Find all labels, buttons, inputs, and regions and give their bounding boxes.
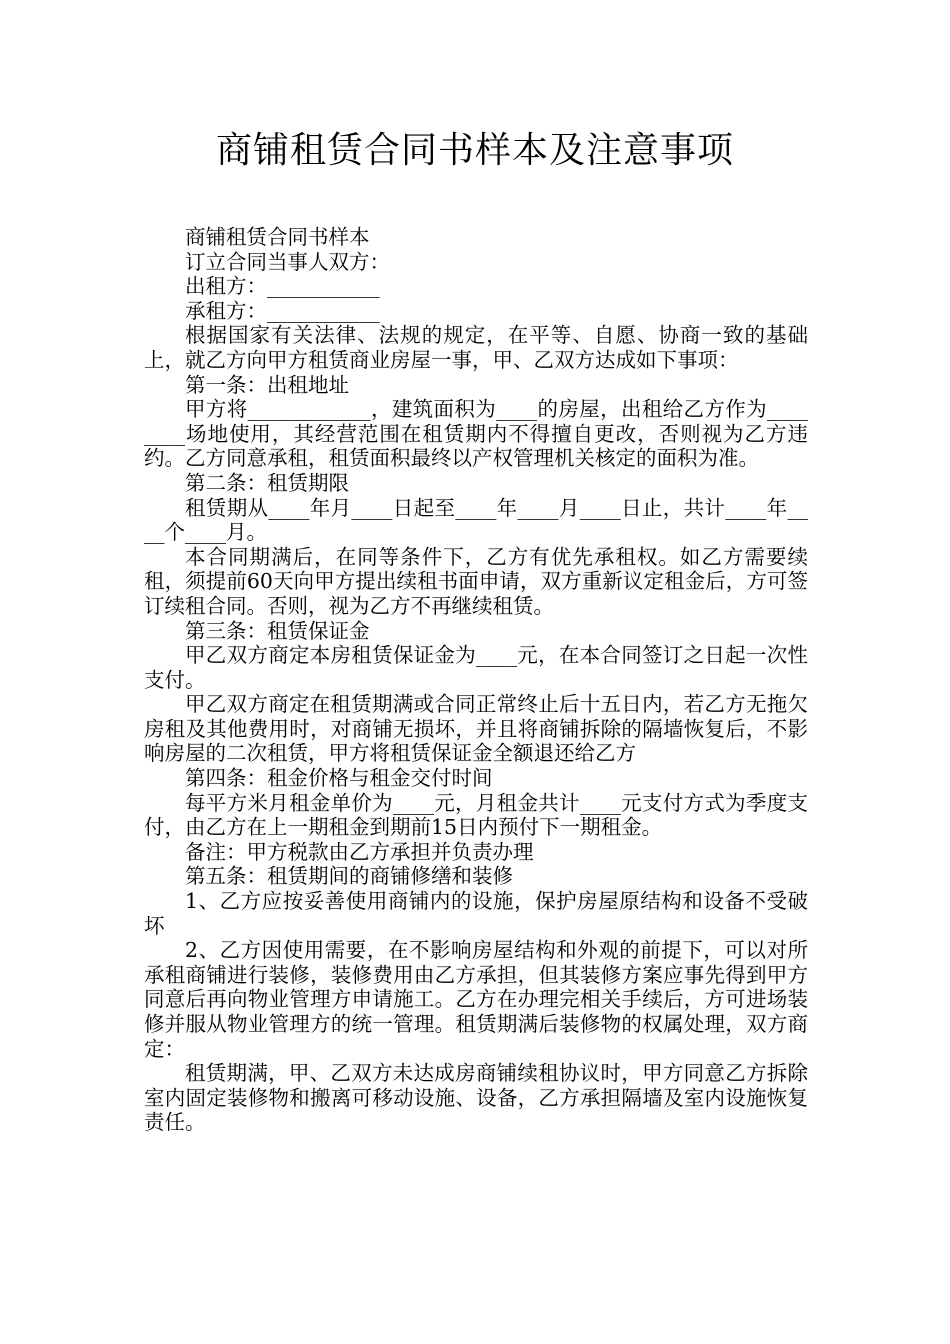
- article-4-heading: 第四条：租金价格与租金交付时间: [185, 766, 493, 791]
- article-5-heading: 第五条：租赁期间的商铺修缮和装修: [185, 864, 513, 889]
- article-1-heading: 第一条：出租地址: [185, 372, 349, 397]
- document-title: 商铺租赁合同书样本及注意事项: [215, 130, 734, 171]
- article-3-heading: 第三条：租赁保证金: [185, 618, 370, 643]
- lessor-line: 出租方：___________: [185, 274, 380, 299]
- document-body: [144, 225, 808, 1135]
- article-2-renewal: 本合同期满后，在同等条件下，乙方有优先承租权。如乙方需要续租，须提前60天向甲方提出续租书面申请，双方重新议定租金后，方可签订续租合同。否则，视为乙方不再继续租赁。: [144, 544, 808, 618]
- article-1-body: 甲方将____________，建筑面积为____的房屋，出租给乙方作为________场地使用，其经营范围在租赁期内不得擅自更改，否则视为乙方违约。乙方同意承租，租赁面积最终以产权管理机关核定的面积为准。: [144, 397, 808, 471]
- article-5-item-2: 2、乙方因使用需要，在不影响房屋结构和外观的前提下，可以对所承租商铺进行装修，装修费用由乙方承担，但其装修方案应事先得到甲方同意后再向物业管理方申请施工。乙方在办理完相关手续后，方可进场装修并服从物业管理方的统一管理。租赁期满后装修物的权属处理，双方商定：: [144, 938, 808, 1061]
- article-2-heading: 第二条：租赁期限: [185, 470, 349, 495]
- article-4-note: 备注：甲方税款由乙方承担并负责办理: [185, 839, 534, 864]
- article-5-expiry: 租赁期满，甲、乙双方未达成房商铺续租协议时，甲方同意乙方拆除室内固定装修物和搬离可移动设施、设备，乙方承担隔墙及室内设施恢复责任。: [144, 1061, 808, 1135]
- lessee-line: 承租方：___________: [185, 298, 380, 323]
- contract-heading: 商铺租赁合同书样本: [185, 225, 370, 249]
- parties-intro: 订立合同当事人双方：: [185, 249, 390, 274]
- article-5-item-1: 1、乙方应按妥善使用商铺内的设施，保护房屋原结构和设备不受破坏: [144, 889, 808, 938]
- article-3-refund: 甲乙双方商定在租赁期满或合同正常终止后十五日内，若乙方无拖欠房租及其他费用时，对商铺无损坏，并且将商铺拆除的隔墙恢复后，不影响房屋的二次租赁，甲方将租赁保证金全额退还给乙方: [144, 692, 808, 766]
- article-4-rent: 每平方米月租金单价为____元，月租金共计____元支付方式为季度支付，由乙方在上一期租金到期前15日内预付下一期租金。: [144, 790, 808, 840]
- article-3-deposit: 甲乙双方商定本房租赁保证金为____元，在本合同签订之日起一次性支付。: [144, 643, 808, 692]
- article-2-term: 租赁期从____年月____日起至____年____月____日止，共计____年____个____月。: [144, 495, 808, 545]
- preamble-paragraph: 根据国家有关法律、法规的规定，在平等、自愿、协商一致的基础上，就乙方向甲方租赁商业房屋一事，甲、乙双方达成如下事项：: [144, 323, 808, 372]
